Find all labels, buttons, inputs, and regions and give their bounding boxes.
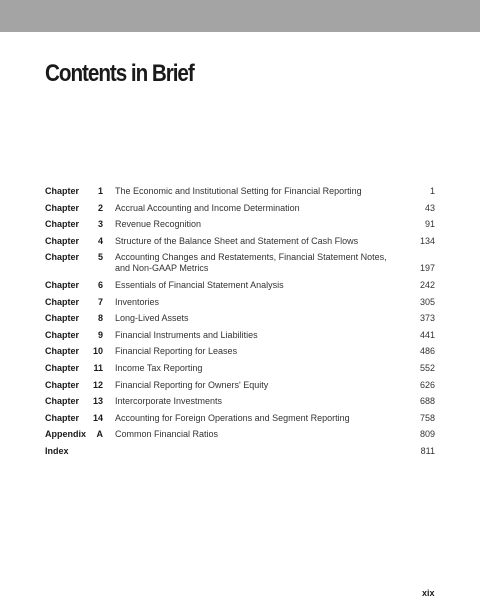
toc-row[interactable] <box>45 219 435 230</box>
toc-title: Accounting for Foreign Operations and Segment Reporting <box>115 412 350 423</box>
toc-page-number: 688 <box>419 396 435 407</box>
toc-title: Intercorporate Investments <box>115 396 223 407</box>
toc-label: Chapter <box>45 379 80 390</box>
toc-row[interactable] <box>45 429 435 440</box>
toc-title: Financial Reporting for Leases <box>115 346 238 357</box>
toc-label: Chapter <box>45 186 80 196</box>
toc-label: Chapter <box>45 252 80 263</box>
toc-label: Chapter <box>45 202 80 213</box>
toc-row[interactable] <box>45 252 435 274</box>
toc-label: Chapter <box>45 362 80 373</box>
toc-label: Appendix <box>45 429 87 440</box>
toc-number: 1 <box>97 186 103 196</box>
toc-number: 6 <box>97 279 103 290</box>
toc-number: 12 <box>92 379 103 390</box>
toc-label: Chapter <box>45 329 80 340</box>
page-title: Contents in Brief <box>45 60 194 87</box>
toc-title: Structure of the Balance Sheet and Statement of Cash Flows <box>115 235 359 246</box>
toc-row[interactable] <box>45 280 435 291</box>
toc-number: 4 <box>97 235 103 246</box>
toc-page-number: 43 <box>424 202 435 213</box>
toc-label: Index <box>45 445 69 456</box>
toc-row[interactable] <box>45 330 435 341</box>
toc-row[interactable] <box>45 446 435 457</box>
toc-title: Accounting Changes and Restatements, Financial Statement Notes, and Non-GAAP Metrics <box>115 252 387 274</box>
toc-row[interactable] <box>45 203 435 214</box>
toc-title: Financial Reporting for Owners' Equity <box>115 379 269 390</box>
toc-number: 10 <box>92 346 103 357</box>
toc-row[interactable] <box>45 396 435 407</box>
toc-number: 14 <box>92 412 103 423</box>
toc-title: Revenue Recognition <box>115 219 202 230</box>
page-number: xix <box>422 588 435 598</box>
toc-title <box>115 446 395 457</box>
toc-label: Chapter <box>45 296 80 307</box>
toc-page-number: 197 <box>419 263 435 274</box>
toc-row[interactable] <box>45 413 435 424</box>
toc-title: The Economic and Institutional Setting for Financial Reporting <box>115 186 362 196</box>
toc-title: Financial Instruments and Liabilities <box>115 329 258 340</box>
toc-page-number: 758 <box>419 412 435 423</box>
toc-page-number: 373 <box>419 313 435 324</box>
toc-row[interactable] <box>45 380 435 391</box>
toc-label: Chapter <box>45 219 80 230</box>
toc-number <box>95 446 103 457</box>
toc-label: Chapter <box>45 313 80 324</box>
toc-page-number: 242 <box>419 279 435 290</box>
toc-label: Chapter <box>45 396 80 407</box>
toc-number: 8 <box>97 313 103 324</box>
toc-list <box>45 186 435 463</box>
toc-label: Chapter <box>45 235 80 246</box>
toc-title: Income Tax Reporting <box>115 362 203 373</box>
toc-title: Long-Lived Assets <box>115 313 189 324</box>
toc-number: 5 <box>97 252 103 263</box>
toc-page-number: 811 <box>420 445 435 456</box>
toc-title: Inventories <box>115 296 160 307</box>
toc-number: 7 <box>97 296 103 307</box>
toc-label: Chapter <box>45 412 80 423</box>
toc-page-number: 441 <box>419 329 435 340</box>
toc-page-number: 1 <box>429 186 435 196</box>
toc-page-number: 626 <box>419 379 435 390</box>
toc-number: 9 <box>97 329 103 340</box>
toc-number: 2 <box>97 202 103 213</box>
toc-page-number: 809 <box>419 429 435 440</box>
toc-number: A <box>96 429 103 440</box>
toc-number: 11 <box>93 362 103 373</box>
toc-page-number: 134 <box>419 235 435 246</box>
toc-row[interactable] <box>45 363 435 374</box>
toc-row[interactable] <box>45 236 435 247</box>
toc-row[interactable] <box>45 346 435 357</box>
toc-row[interactable] <box>45 313 435 324</box>
toc-row[interactable] <box>45 186 435 197</box>
toc-number: 13 <box>92 396 103 407</box>
toc-page-number: 91 <box>424 219 435 230</box>
toc-row[interactable] <box>45 297 435 308</box>
toc-page-number: 305 <box>419 296 435 307</box>
toc-number: 3 <box>97 219 103 230</box>
toc-label: Chapter <box>45 279 80 290</box>
toc-page-number: 486 <box>419 346 435 357</box>
toc-title: Accrual Accounting and Income Determination <box>115 202 300 213</box>
toc-page-number: 552 <box>419 362 435 373</box>
toc-title: Common Financial Ratios <box>115 429 219 440</box>
header-band <box>0 0 480 32</box>
toc-title: Essentials of Financial Statement Analysis <box>115 279 284 290</box>
toc-label: Chapter <box>45 346 80 357</box>
